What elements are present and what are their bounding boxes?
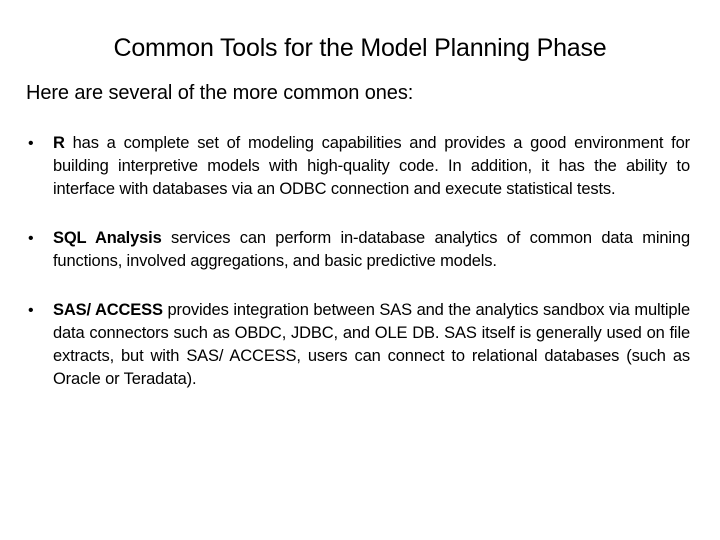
slide-title: Common Tools for the Model Planning Phase [113, 34, 607, 62]
slide-intro: Here are several of the more common ones: [26, 82, 414, 104]
bullet-term: SAS/ ACCESS [53, 301, 168, 319]
bullet-text: provides integration between SAS and the analytics sandbox via multiple data connectors such as OBDC, JDBC, and OLE DB. SAS itself is generally used on file extracts, but with SAS/ ACCESS, users can connect to relational databases (such as Oracle or Teradata). [53, 301, 691, 388]
bullet-item-sql-analysis [26, 227, 690, 273]
bullet-icon: • [28, 135, 34, 152]
bullet-term: SQL Analysis [53, 229, 172, 247]
bullet-icon: • [28, 302, 34, 319]
bullet-text: has a complete set of modeling capabilities and provides a good environment for building interpretive models with high-quality code. In addition, it has the ability to interface with databases via an ODBC connection and execute statistical tests. [53, 134, 690, 198]
bullet-icon: • [28, 230, 34, 247]
bullet-item-sas-access [26, 299, 690, 391]
bullet-list [26, 132, 690, 417]
bullet-item-r [26, 132, 690, 201]
bullet-text: services can perform in-database analytics of common data mining functions, involved aggregations, and basic predictive models. [53, 229, 690, 270]
bullet-term: R [53, 134, 73, 152]
